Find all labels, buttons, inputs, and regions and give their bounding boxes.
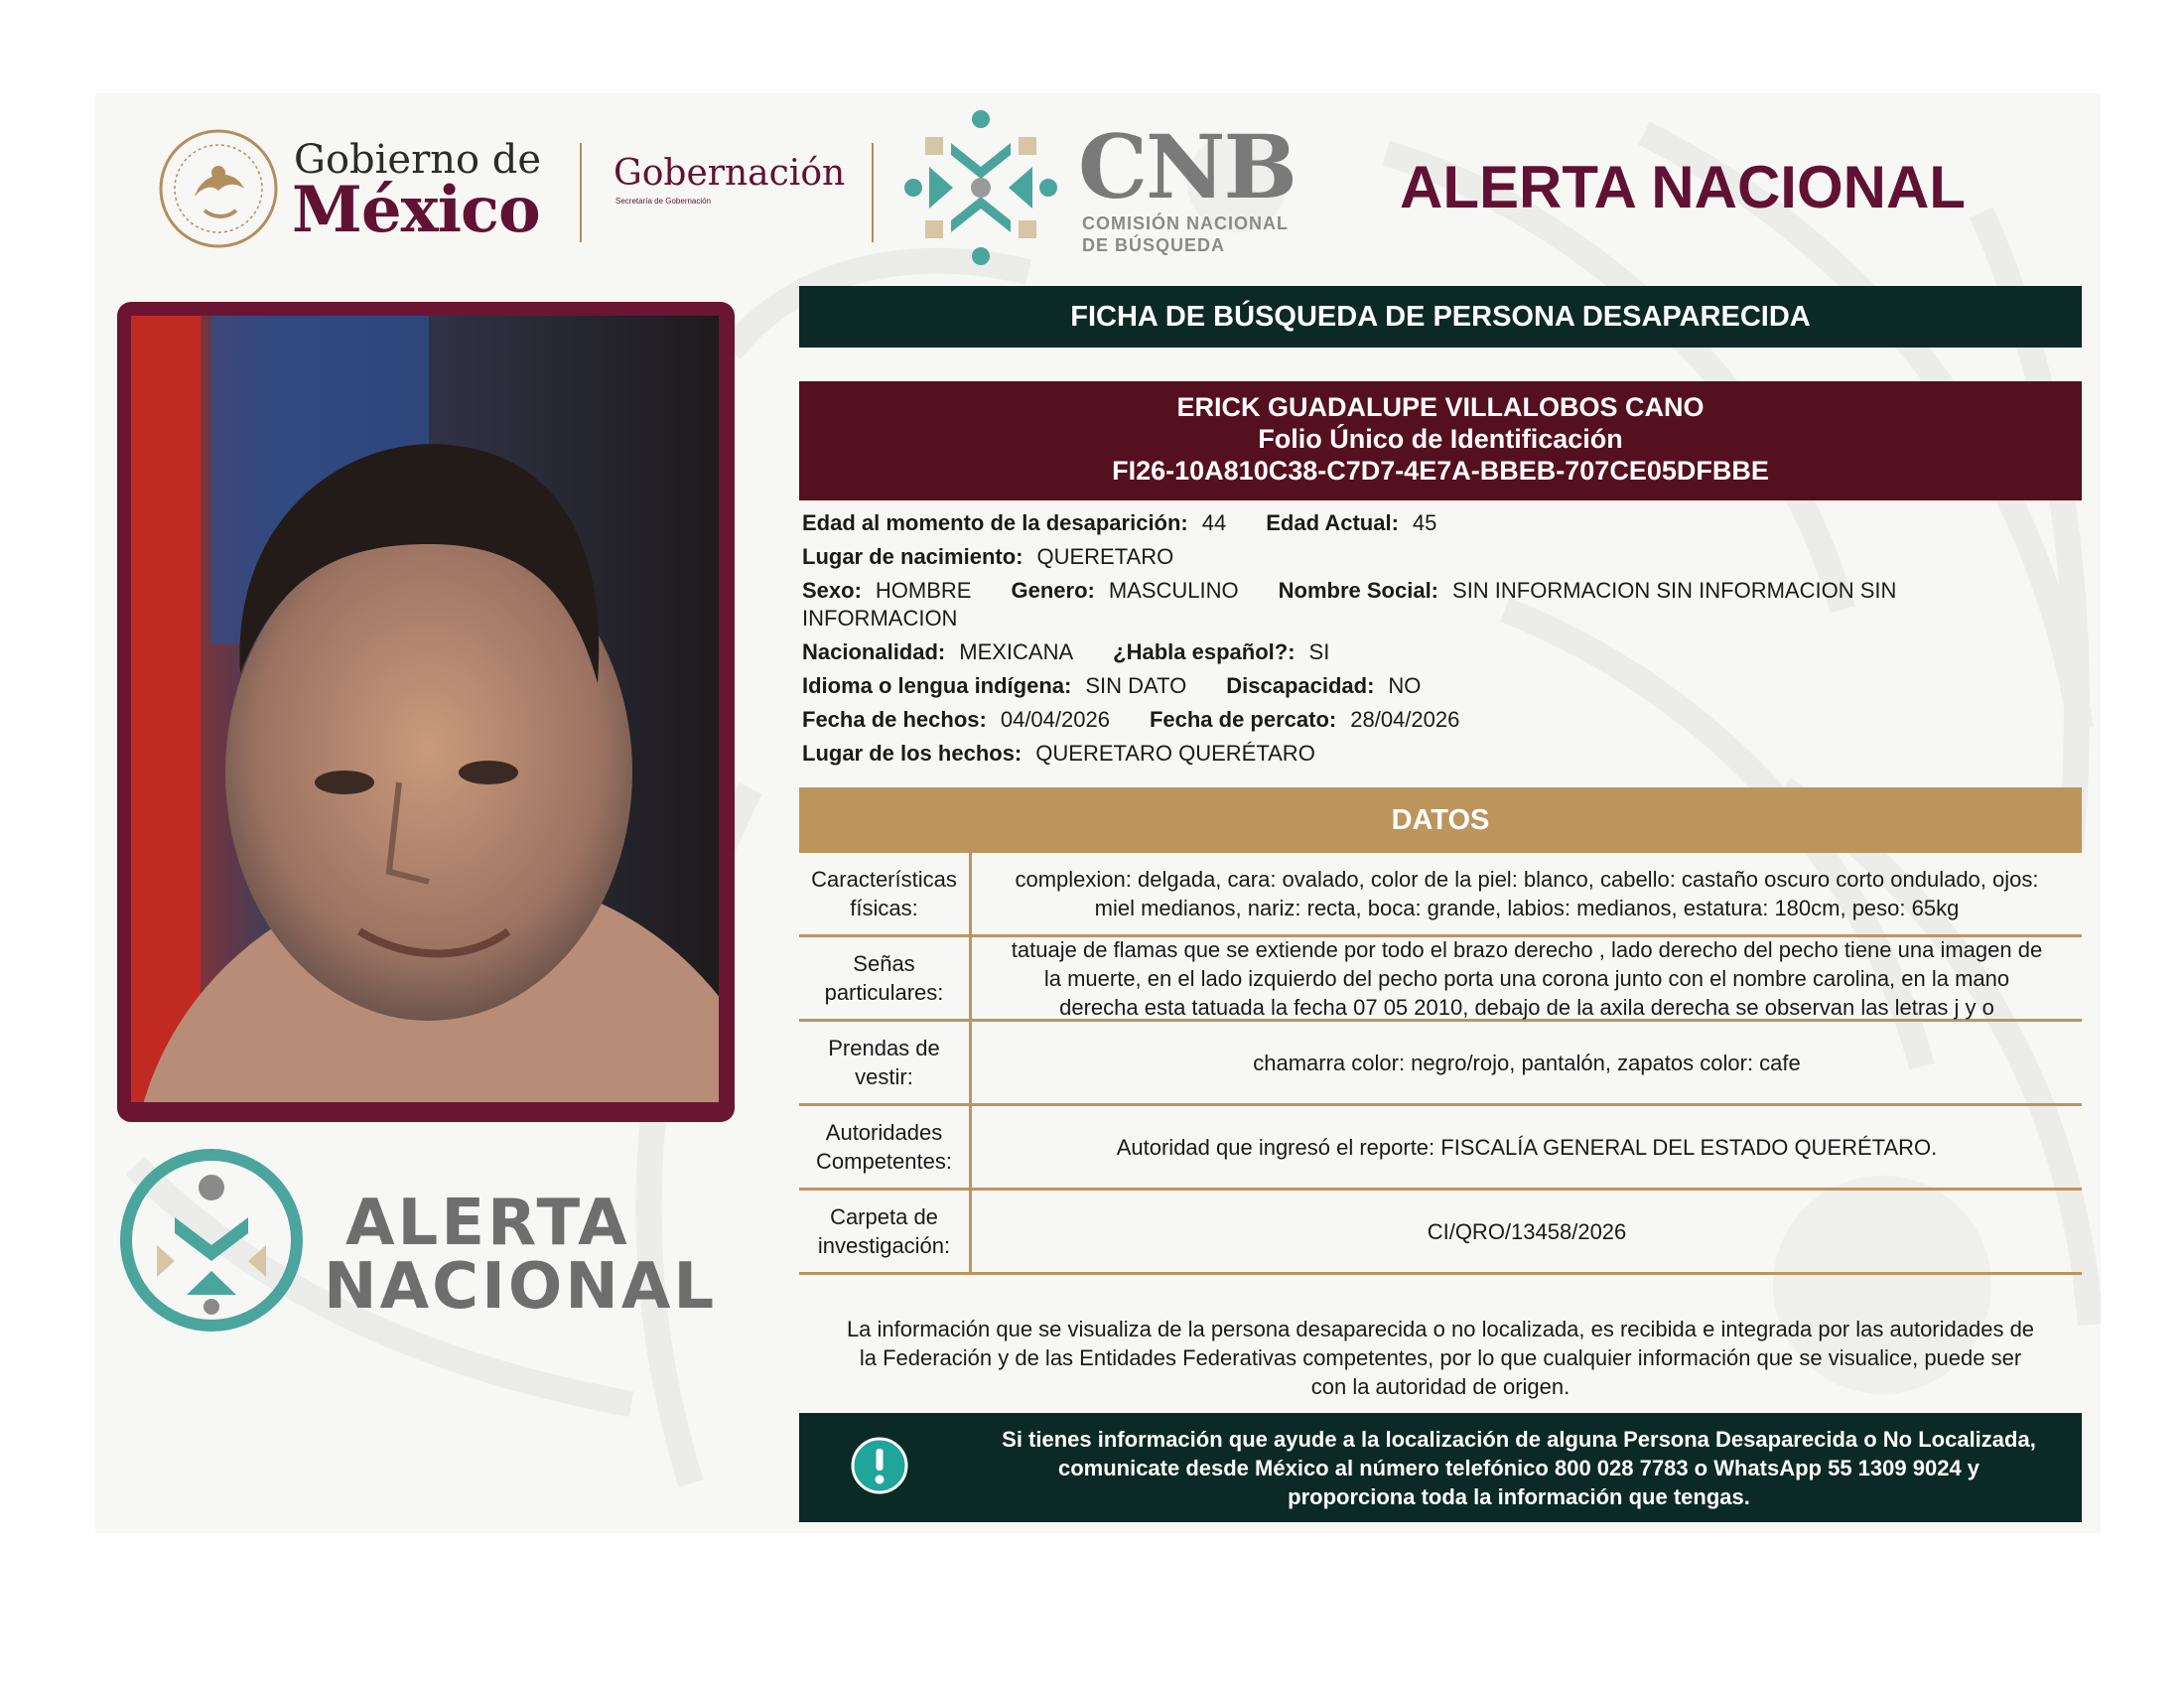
alert-sheet [95,93,2101,1533]
field-label: Edad Actual: [1266,510,1399,535]
datos-row-senas [799,937,2082,1022]
photo-frame [117,302,735,1122]
field-label: Discapacidad: [1226,673,1375,698]
datos-label-line: Carpeta de [830,1204,938,1229]
info-row-nacionalidad [802,637,2063,667]
datos-label-line: Señas [853,951,915,976]
datos-value-line: Autoridad que ingresó el reporte: FISCALÍA GENERAL DEL ESTADO QUERÉTARO. [1116,1134,1938,1160]
info-row-idioma [802,671,2063,701]
exclamation-icon [851,1437,908,1494]
datos-label-line: Competentes: [816,1149,952,1174]
contact-line: proporciona toda la información que tengas. [1288,1484,1750,1509]
field-value: INFORMACION [802,606,958,631]
field-value: MEXICANA [959,639,1074,664]
person-photo [131,316,719,1102]
field-value: 28/04/2026 [1350,707,1460,732]
info-row-nombre-social-cont [802,604,2063,633]
field-value: 04/04/2026 [1000,707,1110,732]
datos-label-line: particulares: [824,980,944,1005]
datos-value-line: miel medianos, nariz: recta, boca: grande, labios: medianos, estatura: 180cm, peso: 65kg [1094,896,1960,920]
datos-label [799,937,972,1019]
field-label: Fecha de hechos: [802,707,987,732]
datos-value [972,937,2082,1019]
field-label: Genero: [1011,578,1095,603]
badge-line: ALERTA [345,1187,630,1260]
field-label: ¿Habla español?: [1113,639,1296,664]
contact-line: Si tienes información que ayude a la localización de alguna Persona Desaparecida o No Localizada, [1002,1427,2036,1452]
contact-line: comunicate desde México al número telefónico 800 028 7783 o WhatsApp 55 1309 9024 y [1057,1456,1980,1480]
datos-label [799,1022,972,1103]
field-label: Fecha de percato: [1149,707,1337,732]
disclaimer-line: la Federación y de las Entidades Federativas competentes, por lo que cualquier información que se visualice, puede ser [859,1345,2022,1370]
datos-row-prendas [799,1022,2082,1106]
datos-value [972,1106,2082,1188]
field-label: Nacionalidad: [802,639,946,664]
datos-value [972,853,2082,934]
gobernacion-text: Gobernación [614,153,846,194]
disclaimer-text [802,1315,2079,1401]
alerta-nacional-logo [117,1146,306,1335]
ficha-title-bar: FICHA DE BÚSQUEDA DE PERSONA DESAPARECIDA [799,286,2082,348]
datos-label [799,853,972,934]
disclaimer-line: con la autoridad de origen. [1310,1374,1570,1399]
header-divider [872,143,874,242]
contact-bar [799,1413,2082,1522]
datos-value [972,1191,2082,1272]
field-label: Idioma o lengua indígena: [802,673,1072,698]
datos-label [799,1191,972,1272]
info-row-lugar-hechos [802,739,2063,769]
contact-text [968,1425,2070,1511]
datos-label-line: vestir: [855,1064,913,1089]
datos-value-line: la muerte, en el lado izquierdo del pecho porta una corona junto con el nombre carolina, en la mano [1043,965,2010,991]
field-value: SIN DATO [1085,673,1187,698]
person-photo-placeholder [131,316,719,1102]
field-value: HOMBRE [875,578,972,603]
field-value: SIN INFORMACION SIN INFORMACION SIN [1452,578,1897,603]
datos-value-line: complexion: delgada, cara: ovalado, color de la piel: blanco, cabello: castaño oscuro corto ondulado, ojos: [1015,867,2039,892]
field-value: 44 [1201,510,1227,535]
info-row-fechas [802,705,2063,735]
alerta-nacional-title: ALERTA NACIONAL [1400,154,1966,220]
header-divider [580,143,582,242]
field-label: Lugar de los hechos: [802,741,1023,766]
datos-label [799,1106,972,1188]
mexico-text: México [292,173,540,247]
person-name-bar [799,381,2082,500]
cnb-subtitle [1082,212,1289,256]
datos-value-line: tatuaje de flamas que se extiende por todo el brazo derecho , lado derecho del pecho tiene una imagen de [1011,936,2043,962]
datos-value [972,1022,2082,1103]
badge-line: NACIONAL [324,1250,718,1324]
info-row-edad [802,508,2063,538]
folio-value: FI26-10A810C38-C7D7-4E7A-BBEB-707CE05DFBBE [1112,456,1769,486]
datos-value-line: chamarra color: negro/rojo, pantalón, zapatos color: cafe [1253,1050,1801,1075]
folio-label: Folio Único de Identificación [1258,424,1623,454]
mexico-seal-logo [157,127,280,250]
cnb-text: CNB [1078,115,1296,218]
datos-label-line: físicas: [850,896,918,920]
datos-row-carpeta [799,1191,2082,1275]
cnb-logo [901,107,1060,268]
disclaimer-line: La información que se visualiza de la persona desaparecida o no localizada, es recibida e integrada por las autoridades de [846,1317,2035,1341]
field-label: Sexo: [802,578,862,603]
field-value: QUERETARO [1036,544,1174,569]
datos-header: DATOS [799,787,2082,853]
datos-value-line: derecha esta tatuada la fecha 07 05 2010, debajo de la axila derecha se observan las letras j y o [1059,994,1994,1020]
datos-label-line: Características [811,867,957,892]
field-value: MASCULINO [1108,578,1239,603]
field-label: Edad al momento de la desaparición: [802,510,1188,535]
datos-label-line: Prendas de [828,1036,940,1060]
alerta-nacional-badge-text [324,1187,718,1324]
gobernacion-subtitle: Secretaría de Gobernación [615,197,712,206]
datos-label-line: investigación: [817,1233,951,1258]
field-label: Nombre Social: [1278,578,1439,603]
field-value: 45 [1412,510,1437,535]
person-name: ERICK GUADALUPE VILLALOBOS CANO [1176,392,1705,422]
cnb-subtitle-line: COMISIÓN NACIONAL [1082,213,1289,233]
field-value: NO [1388,673,1422,698]
cnb-subtitle-line: DE BÚSQUEDA [1082,235,1226,255]
datos-row-caracteristicas [799,853,2082,937]
field-value: SI [1308,639,1330,664]
field-label: Lugar de nacimiento: [802,544,1024,569]
info-row-lugar-nacimiento [802,542,2063,572]
datos-row-autoridades [799,1106,2082,1191]
field-value: QUERETARO QUERÉTARO [1035,741,1315,766]
gobierno-de-text: Gobierno de [294,137,542,183]
datos-label-line: Autoridades [825,1120,943,1145]
datos-value-line: CI/QRO/13458/2026 [1427,1218,1627,1244]
info-row-sexo [802,576,2063,606]
